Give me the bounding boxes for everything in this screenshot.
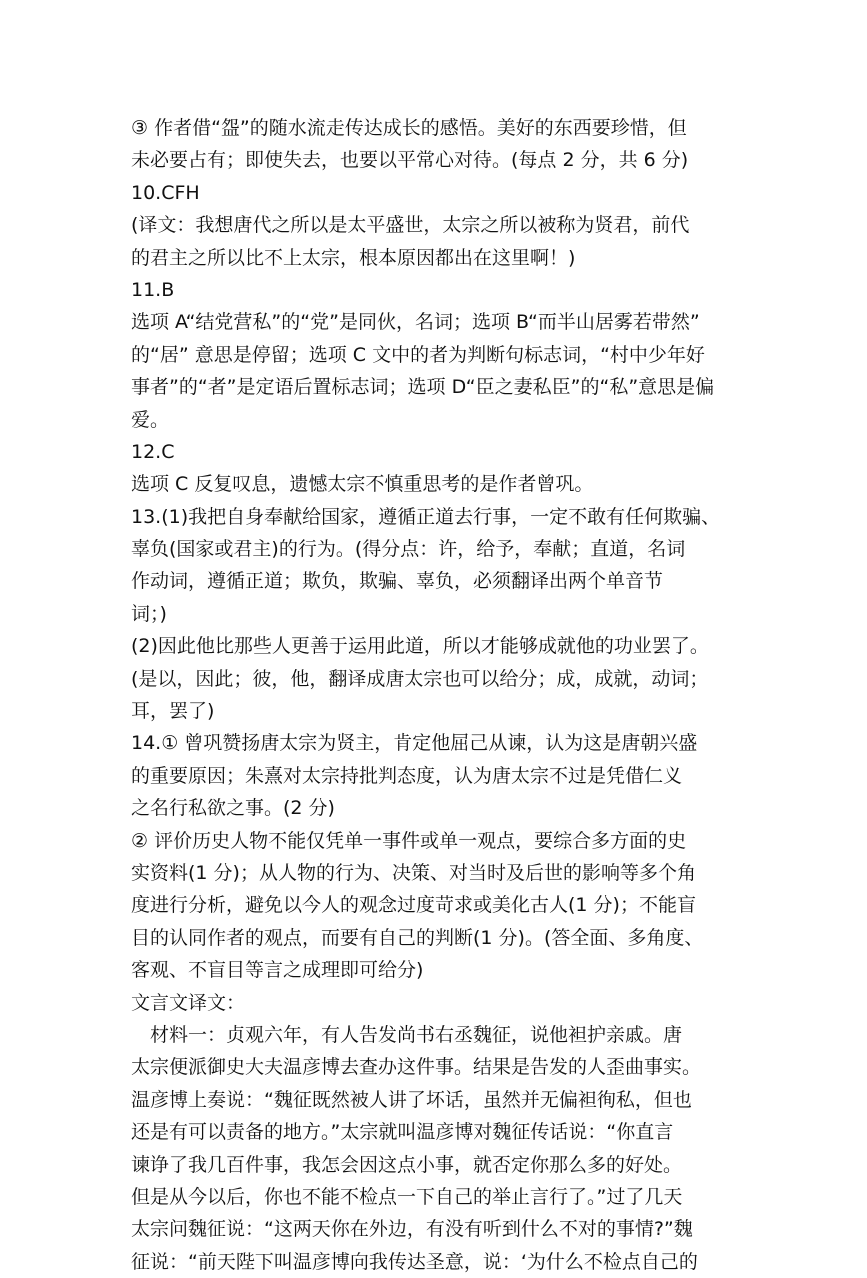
text-line: 温彦博上奏说：“魏征既然被人讲了坏话，虽然并无偏袒徇私，但也 [131,1088,692,1111]
paragraph-start-line: 材料一：贞观六年，有人告发尚书右丞魏征，说他袒护亲戚。唐 [150,1023,683,1046]
text-line: 耳，罢了) [131,700,215,723]
text-line: 谏诤了我几百件事，我怎会因这点小事，就否定你那么多的好处。 [131,1153,683,1176]
text-line: 太宗便派御史大夫温彦博去查办这件事。结果是告发的人歪曲事实。 [131,1056,702,1079]
text-line: 实资料(1 分)；从人物的行为、决策、对当时及后世的影响等多个角 [131,861,696,884]
text-line: 度进行分析，避免以今人的观念过度苛求或美化古人(1 分)；不能盲 [131,894,696,917]
text-line: 之名行私欲之事。(2 分) [131,797,335,820]
text-line: 客观、不盲目等言之成理即可给分) [131,959,424,982]
text-line: ② 评价历史人物不能仅凭单一事件或单一观点，要综合多方面的史 [131,829,687,852]
text-line: ③ 作者借“盌”的随水流走传达成长的感悟。美好的东西要珍惜，但 [131,117,687,139]
question-number: 12.C [131,440,175,463]
text-line: 太宗问魏征说：“这两天你在外边，有没有听到什么不对的事情?”魏 [131,1218,693,1241]
text-line: 选项 A“结党营私”的“党”是同伙，名词；选项 B“而半山居雾若带然” [131,311,700,334]
text-line: 13.(1)我把自身奉献给国家，遵循正道去行事，一定不敢有任何欺骗、 [131,505,721,528]
text-line: (译文：我想唐代之所以是太平盛世，太宗之所以被称为贤君，前代 [131,214,690,237]
text-line: 选项 C 反复叹息，遗憾太宗不慎重思考的是作者曾巩。 [131,473,594,496]
text-line: 征说：“前天陛下叫温彦博向我传达圣意，说：‘为什么不检点自己的 [131,1250,698,1273]
text-line: 事者”的“者”是定语后置标志词；选项 D“臣之妻私臣”的“私”意思是偏 [131,376,715,399]
text-line: 的重要原因；朱熹对太宗持批判态度，认为唐太宗不过是凭借仁义 [131,764,683,787]
text-line: 但是从今以后，你也不能不检点一下自己的举止言行了。”过了几天 [131,1185,683,1208]
text-line: 还是有可以责备的地方。”太宗就叫温彦博对魏征传话说：“你直言 [131,1121,674,1144]
text-line: (2)因此他比那些人更善于运用此道，所以才能够成就他的功业罢了。 [131,635,709,658]
text-line: 的君主之所以比不上太宗，根本原因都出在这里啊！) [131,246,576,269]
question-number: 11.B [131,278,175,301]
section-heading: 文言文译文： [131,991,246,1014]
text-line: (是以，因此；彼，他，翻译成唐太宗也可以给分；成，成就，动词； [131,667,709,690]
text-line: 爱。 [131,408,170,431]
text-line: 的“居” 意思是停留；选项 C 文中的者为判断句标志词，“村中少年好 [131,343,705,366]
answer-text-body [131,112,741,1278]
text-line: 14.① 曾巩赞扬唐太宗为贤主，肯定他屈己从谏，认为这是唐朝兴盛 [131,732,698,755]
question-number: 10.CFH [131,181,200,204]
text-line: 辜负(国家或君主)的行为。(得分点：许，给予，奉献；直道，名词 [131,538,686,561]
text-line: 作动词，遵循正道；欺负，欺骗、辜负，必须翻译出两个单音节 [131,570,664,593]
text-line: 未必要占有；即使失去，也要以平常心对待。(每点 2 分，共 6 分) [131,149,689,172]
text-line: 目的认同作者的观点，而要有自己的判断(1 分)。(答全面、多角度、 [131,926,704,949]
text-line: 词；) [131,602,167,625]
